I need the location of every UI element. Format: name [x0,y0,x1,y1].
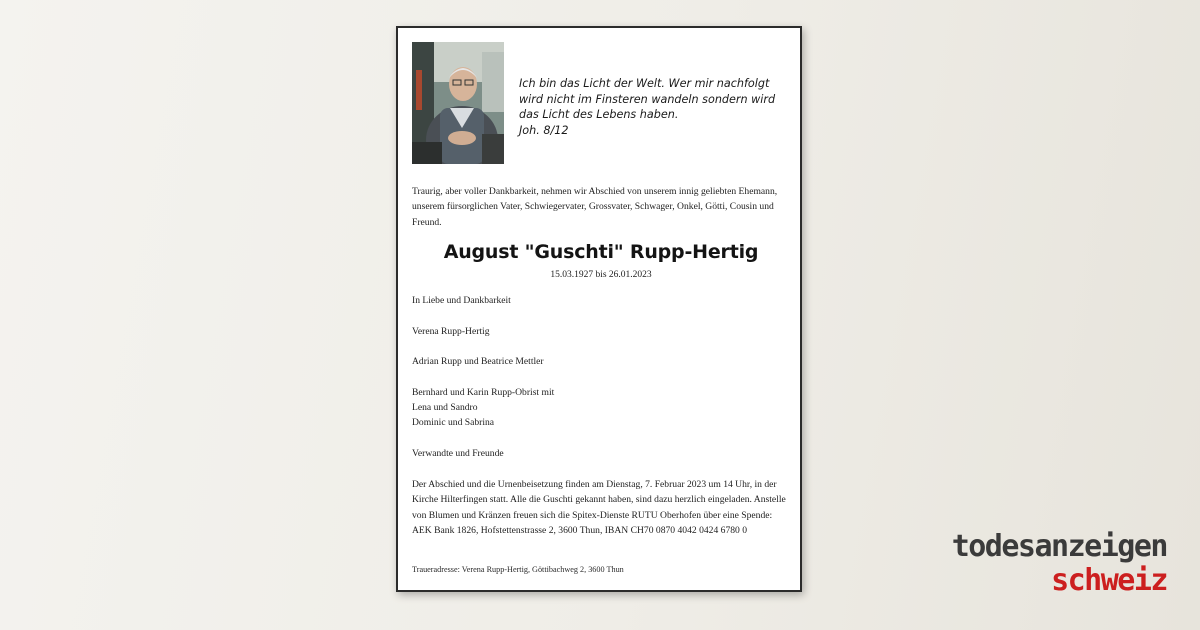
mourner-line: Adrian Rupp und Beatrice Mettler [412,356,544,368]
site-logo[interactable] [952,530,1167,598]
deceased-name: August "Guschti" Rupp-Hertig [443,241,759,263]
mourner-line: Lena und Sandro [412,402,478,414]
logo-line-1: todesanzeigen [951,529,1167,564]
life-dates: 15.03.1927 bis 26.01.2023 [550,270,652,280]
mourners-group [412,354,790,369]
mourners-group [412,446,790,461]
obituary-card [396,26,802,592]
ceremony-text: Der Abschied und die Urnenbeisetzung finden am Dienstag, 7. Februar 2023 um 14 Uhr, in der Kirche Hilterfingen statt. Alle die Guschti gekannt haben, sind dazu herzlich eingeladen. Anstelle von Blumen und Kränzen freuen sich die Spitex-Dienste RUTU Oberhofen über eine Spende: AEK Bank 1826, Hofstettenstrasse 2, 3600 Thun, IBAN CH70 0870 4042 0424 6780 0 [412,479,786,537]
intro-text: Traurig, aber voller Dankbarkeit, nehmen wir Abschied von unserem innig geliebten Ehemann, unserem fürsorglichen Vater, Schwiegervater, Grossvater, Schwager, Onkel, Götti, Cousin und Freund. [412,186,778,228]
mourners-list [412,293,790,477]
quote-reference: Joh. 8/12 [519,123,569,137]
mourner-line: Dominic und Sabrina [412,417,495,429]
mourners-group [412,293,790,308]
mourners-group [412,385,790,431]
mourning-address: Traueradresse: Verena Rupp-Hertig, Göttibachweg 2, 3600 Thun [412,565,624,574]
bible-quote [519,76,791,138]
logo-line-2: schweiz [1051,563,1167,598]
mourner-line: Verwandte und Freunde [412,447,504,459]
mourner-line: Verena Rupp-Hertig [412,325,490,337]
mourner-line: Bernhard und Karin Rupp-Obrist mit [412,386,555,398]
mourners-group [412,324,790,339]
portrait-photo [412,42,504,164]
quote-text: Ich bin das Licht der Welt. Wer mir nachfolgt wird nicht im Finsteren wandeln sondern wird das Licht des Lebens haben. [519,77,776,121]
mourner-line: In Liebe und Dankbarkeit [412,295,511,306]
